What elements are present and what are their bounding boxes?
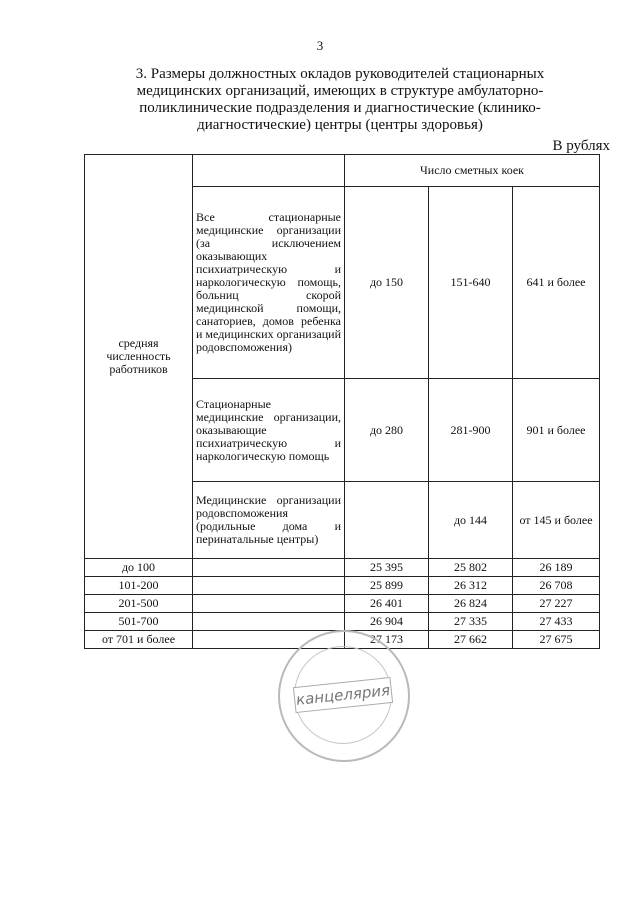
range-cell: от 145 и более xyxy=(513,482,600,559)
salary-value: 27 335 xyxy=(429,613,513,631)
document-title: 3. Размеры должностных окладов руководителей стационарных медицинских организаций, имеющих в структуре амбулаторно-поликлинические подразделения и диагностические (клинико-диагностические) центры (центры здоровья) xyxy=(135,66,545,133)
range-cell: до 144 xyxy=(429,482,513,559)
column-header-cell: Число сметных коек xyxy=(345,155,600,187)
salary-value: 25 899 xyxy=(345,577,429,595)
range-cell: 281-900 xyxy=(429,379,513,482)
header-row xyxy=(85,155,600,187)
stamp-label: канцелярия xyxy=(293,677,393,713)
empty-header-cell xyxy=(193,155,345,187)
empty-cell xyxy=(193,595,345,613)
salary-value: 27 675 xyxy=(513,631,600,649)
salary-value: 26 904 xyxy=(345,613,429,631)
range-cell xyxy=(345,482,429,559)
row-label: 201-500 xyxy=(85,595,193,613)
salary-value: 26 189 xyxy=(513,559,600,577)
empty-cell xyxy=(193,613,345,631)
salary-value: 26 824 xyxy=(429,595,513,613)
range-cell: 901 и более xyxy=(513,379,600,482)
units-label: В рублях xyxy=(552,138,610,154)
row-header-cell: средняя численность работников xyxy=(85,155,193,559)
empty-cell xyxy=(193,559,345,577)
salary-value: 27 433 xyxy=(513,613,600,631)
group-description: Стационарные медицинские организации, оказывающие психиатрическую и наркологическую помощь xyxy=(193,379,345,482)
group-description: Медицинские организации родовспоможения (родильные дома и перинатальные центры) xyxy=(193,482,345,559)
table-row xyxy=(85,559,600,577)
range-cell: до 150 xyxy=(345,187,429,379)
office-stamp xyxy=(278,630,410,762)
table-row xyxy=(85,613,600,631)
table-row xyxy=(85,577,600,595)
row-label: до 100 xyxy=(85,559,193,577)
salary-value: 26 401 xyxy=(345,595,429,613)
salary-value: 27 662 xyxy=(429,631,513,649)
salary-value: 27 227 xyxy=(513,595,600,613)
group-description: Все стационарные медицинские организации (за исключением оказывающих психиатрическую и наркологическую помощь, больниц скорой медицинской помощи, санаториев, домов ребенка и медицинских организаций родовспоможения) xyxy=(193,187,345,379)
table-row xyxy=(85,595,600,613)
row-label: 101-200 xyxy=(85,577,193,595)
salary-value: 25 395 xyxy=(345,559,429,577)
salary-value: 27 173 xyxy=(345,631,429,649)
salary-value: 25 802 xyxy=(429,559,513,577)
range-cell: 641 и более xyxy=(513,187,600,379)
range-cell: 151-640 xyxy=(429,187,513,379)
empty-cell xyxy=(193,577,345,595)
range-cell: до 280 xyxy=(345,379,429,482)
row-label: 501-700 xyxy=(85,613,193,631)
salary-table xyxy=(84,154,600,649)
salary-value: 26 312 xyxy=(429,577,513,595)
row-label: от 701 и более xyxy=(85,631,193,649)
page-number: 3 xyxy=(316,38,324,53)
salary-value: 26 708 xyxy=(513,577,600,595)
